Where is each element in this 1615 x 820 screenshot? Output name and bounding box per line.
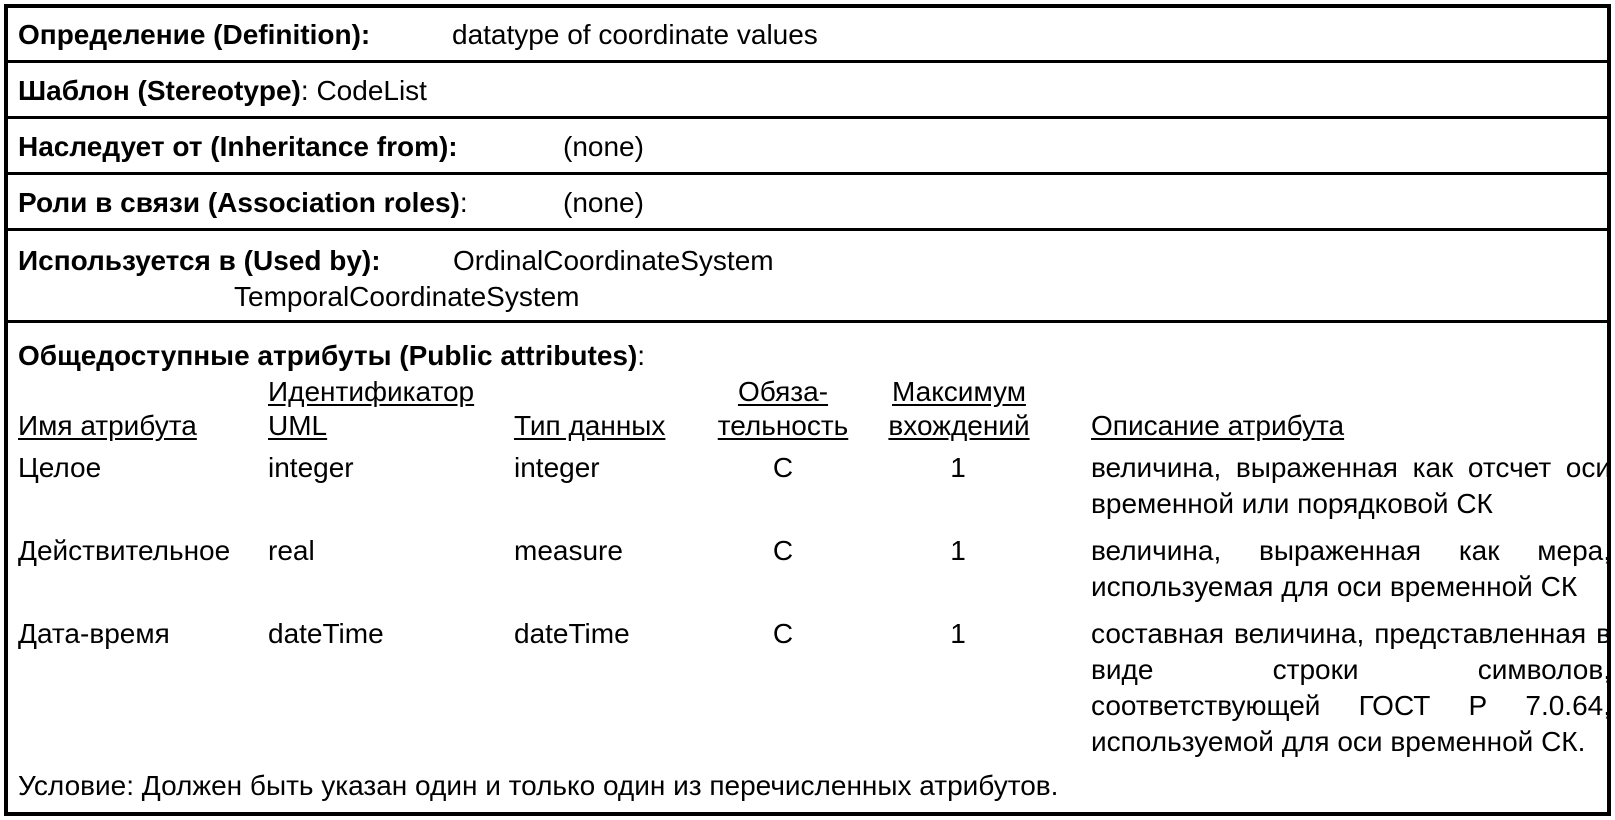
stereotype-colon: : xyxy=(300,75,309,106)
header-uml-line2: UML xyxy=(268,410,328,441)
header-max-line2: вхождений xyxy=(888,410,1030,441)
header-name: Имя атрибута xyxy=(18,410,197,441)
cell-obligation: C xyxy=(772,535,794,566)
association-value: (none) xyxy=(563,187,644,218)
stereotype-line xyxy=(18,73,427,109)
definition-label: Определение (Definition): xyxy=(18,19,371,50)
stereotype-row xyxy=(8,63,1607,119)
header-obligation-line2: тельность xyxy=(717,410,849,441)
attributes-label: Общедоступные атрибуты (Public attributes) xyxy=(18,340,638,371)
cell-name: Дата-время xyxy=(18,618,170,649)
cell-uml: integer xyxy=(268,452,354,483)
cell-max: 1 xyxy=(950,618,966,649)
header-obligation-line1: Обяза- xyxy=(737,376,829,407)
cell-max: 1 xyxy=(950,535,966,566)
cell-name: Целое xyxy=(18,452,102,483)
header-type: Тип данных xyxy=(514,410,666,441)
inheritance-value: (none) xyxy=(563,131,644,162)
attributes-colon: : xyxy=(637,340,646,371)
cell-description: величина, выраженная как мера, используемая для оси временной СК xyxy=(1091,535,1611,602)
definition-row xyxy=(8,8,1607,63)
cell-type: integer xyxy=(514,452,600,483)
codelist-table xyxy=(4,4,1611,816)
stereotype-label: Шаблон (Stereotype) xyxy=(18,75,301,106)
cell-description: составная величина, представленная в виде строки символов, соответствующей ГОСТ Р 7.0.64, используемой для оси временной СК. xyxy=(1091,618,1611,757)
cell-max: 1 xyxy=(950,452,966,483)
cell-uml: dateTime xyxy=(268,618,384,649)
definition-value: datatype of coordinate values xyxy=(452,19,818,50)
cell-obligation: C xyxy=(772,452,794,483)
used-by-value-1: OrdinalCoordinateSystem xyxy=(453,245,774,276)
used-by-value-2: TemporalCoordinateSystem xyxy=(234,281,580,312)
association-colon: : xyxy=(459,187,468,218)
cell-obligation: C xyxy=(772,618,794,649)
cell-type: dateTime xyxy=(514,618,630,649)
condition-text: Условие: Должен быть указан один и только один из перечисленных атрибутов. xyxy=(18,770,1059,801)
header-uml-line1: Идентификатор xyxy=(268,376,475,407)
inheritance-row xyxy=(8,119,1607,175)
attributes-title xyxy=(18,338,645,374)
cell-name: Действительное xyxy=(18,535,231,566)
stereotype-value: CodeList xyxy=(316,75,427,106)
used-by-row xyxy=(8,231,1607,323)
association-line xyxy=(18,185,468,221)
inheritance-label: Наследует от (Inheritance from): xyxy=(18,131,458,162)
cell-type: measure xyxy=(514,535,623,566)
cell-uml: real xyxy=(268,535,315,566)
header-max-line1: Максимум xyxy=(892,376,1026,407)
used-by-label: Используется в (Used by): xyxy=(18,245,381,276)
association-label: Роли в связи (Association roles) xyxy=(18,187,460,218)
association-row xyxy=(8,175,1607,231)
cell-description: величина, выраженная как отсчет оси временной или порядковой СК xyxy=(1091,452,1611,519)
header-description: Описание атрибута xyxy=(1091,410,1345,441)
